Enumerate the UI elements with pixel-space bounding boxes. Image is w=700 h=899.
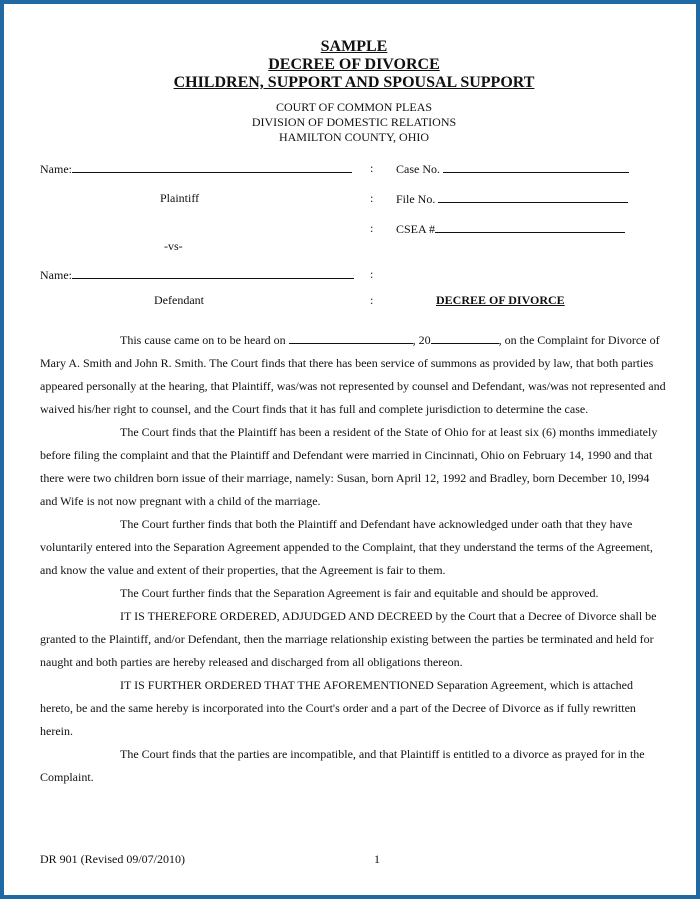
title-sample: SAMPLE bbox=[320, 38, 388, 55]
court-division: DIVISION OF DOMESTIC RELATIONS bbox=[251, 115, 457, 129]
document-content bbox=[40, 38, 668, 789]
caption-colon: : bbox=[370, 293, 374, 307]
paragraph-hearing: This cause came on to be heard on , 20 , on the Complaint for Divorce of Mary A. Smith and John R. Smith. The Court finds that there has been service of summons as provided by law, that both parties appeared personally at the hearing, that Plaintiff, was/was not represented by counsel and Defendant, was/was not represented and waived his/her right to counsel, and the Court finds that it has full and complete jurisdiction to determine the case. bbox=[40, 329, 668, 421]
caption-colon: : bbox=[370, 221, 374, 235]
versus-label: -vs- bbox=[164, 239, 183, 253]
case-caption bbox=[40, 159, 668, 309]
court-name: COURT OF COMMON PLEAS bbox=[275, 100, 433, 114]
caption-colon: : bbox=[370, 267, 374, 281]
paragraph-agreement-acknowledged: The Court further finds that both the Plaintiff and Defendant have acknowledged under oath that they have voluntarily entered into the Separation Agreement appended to the Complaint, that they understand the terms of the Agreement, and know the value and extent of their properties, that the Agreement is fair to them. bbox=[40, 517, 653, 577]
case-no-line[interactable] bbox=[443, 159, 629, 173]
defendant-label: Defendant bbox=[154, 293, 204, 307]
file-no-label: File No. bbox=[396, 192, 436, 206]
hearing-date-line[interactable] bbox=[289, 330, 413, 344]
defendant-name-label: Name: bbox=[40, 268, 72, 282]
title-subject: CHILDREN, SUPPORT AND SPOUSAL SUPPORT bbox=[173, 74, 535, 91]
court-county: HAMILTON COUNTY, OHIO bbox=[278, 130, 430, 144]
plaintiff-label: Plaintiff bbox=[160, 191, 200, 205]
plaintiff-name-line[interactable] bbox=[72, 159, 352, 173]
file-no-line[interactable] bbox=[438, 189, 628, 203]
document-page bbox=[4, 4, 696, 895]
plaintiff-name-label: Name: bbox=[40, 162, 72, 176]
csea-label: CSEA # bbox=[396, 222, 436, 236]
case-no-label: Case No. bbox=[396, 162, 440, 176]
hearing-year-line[interactable] bbox=[431, 330, 499, 344]
paragraph-agreement-fair: The Court further finds that the Separation Agreement is fair and equitable and should be approved. bbox=[120, 586, 599, 600]
defendant-name-line[interactable] bbox=[72, 265, 354, 279]
paragraph-incompatible: The Court finds that the parties are incompatible, and that Plaintiff is entitled to a divorce as prayed for in the Complaint. bbox=[40, 747, 645, 784]
caption-colon: : bbox=[370, 191, 374, 205]
paragraph-ordered: IT IS THEREFORE ORDERED, ADJUDGED AND DECREED by the Court that a Decree of Divorce shall be granted to the Plaintiff, and/or Defendant, then the marriage relationship existing between the parties be terminated and held for naught and both parties are hereby released and discharged from all obligations thereon. bbox=[40, 609, 657, 669]
page-number: 1 bbox=[374, 852, 380, 866]
court-block bbox=[40, 100, 668, 145]
csea-line[interactable] bbox=[435, 219, 625, 233]
form-id: DR 901 (Revised 09/07/2010) bbox=[40, 852, 185, 866]
title-decree: DECREE OF DIVORCE bbox=[268, 56, 440, 73]
decree-body bbox=[40, 329, 668, 789]
paragraph-residency: The Court finds that the Plaintiff has been a resident of the State of Ohio for at least six (6) months immediately before filing the complaint and that the Plaintiff and Defendant were married in Cincinnati, Ohio on February 14, 1990 and that there were two children born issue of their marriage, namely: Susan, born April 12, 1992 and Bradley, born December 10, l994 and Wife is not now pregnant with a child of the marriage. bbox=[40, 425, 658, 508]
caption-colon: : bbox=[370, 161, 374, 175]
decree-heading: DECREE OF DIVORCE bbox=[436, 293, 565, 307]
paragraph-further-ordered: IT IS FURTHER ORDERED THAT THE AFOREMENTIONED Separation Agreement, which is attached hereto, be and the same hereby is incorporated into the Court's order and a part of the Decree of Divorce as if fully rewritten herein. bbox=[40, 678, 636, 738]
